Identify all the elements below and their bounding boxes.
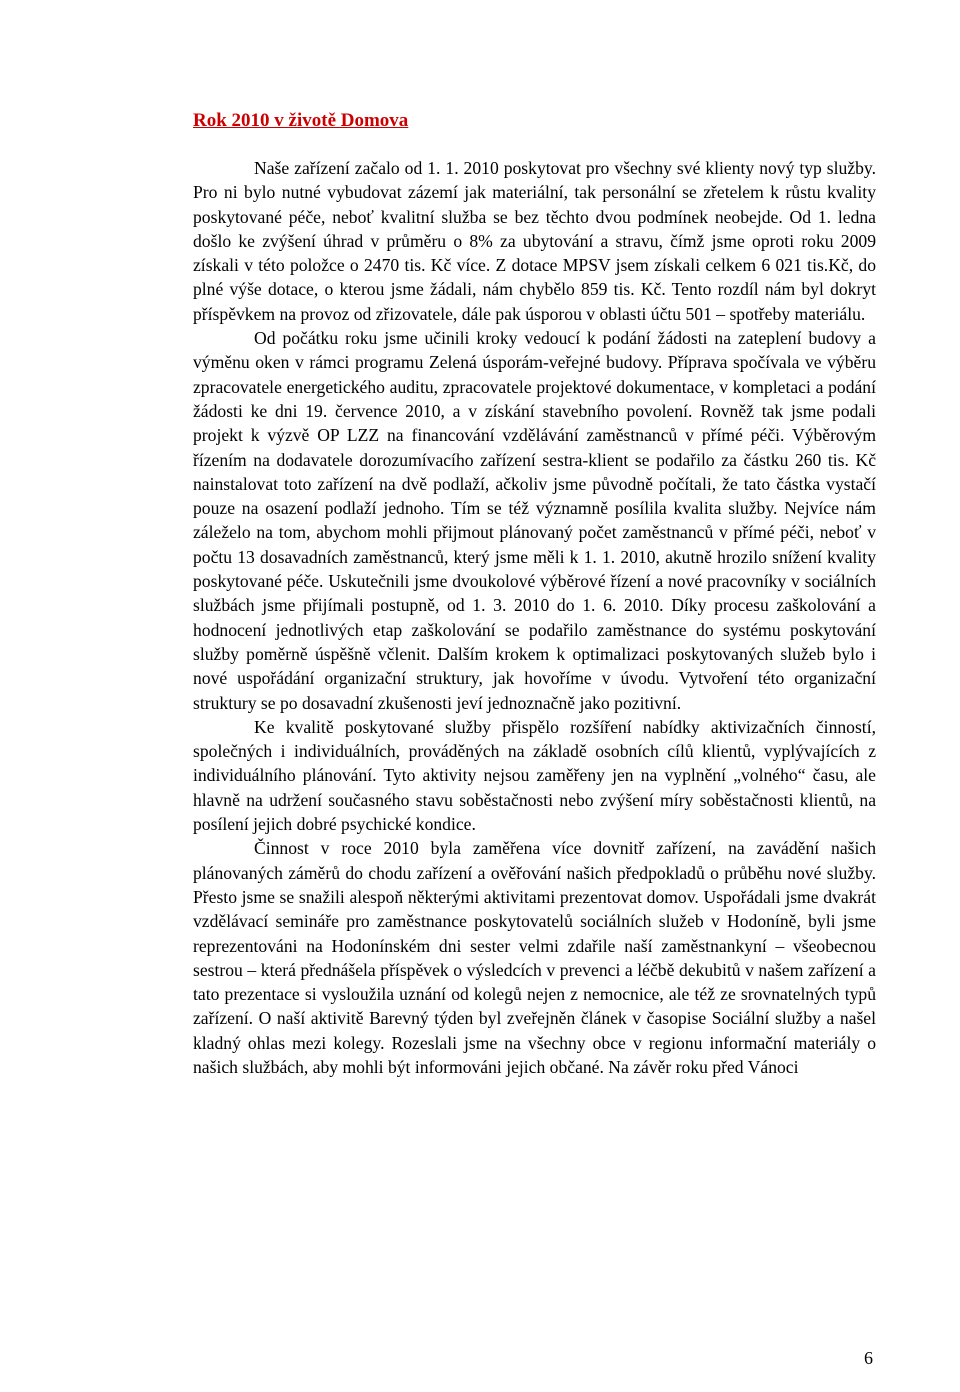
paragraph-projects: Od počátku roku jsme učinili kroky vedoucí k podání žádosti na zateplení budovy a výměnu oken v rámci programu Zelená úsporám-veřejné budovy. Příprava spočívala ve výběru zpracovatele energetického auditu, zpracovatele projektové dokumentace, v kompletaci a podání žádosti ke dni 19. července 2010, a v získání stavebního povolení. Rovněž tak jsme podali projekt k výzvě OP LZZ na financování vzdělávání zaměstnanců v přímé péči. Výběrovým řízením na dodavatele dorozumívacího zařízení sestra-klient se podařilo za částku 260 tis. Kč nainstalovat toto zařízení na dvě podlaží, ačkoliv jsme původně počítali, že tato částka vystačí pouze na osazení podlaží jednoho. Tím se též významně posílila kvalita služby. Nejvíce nám záleželo na tom, abychom mohli přijmout plánovaný počet zaměstnanců v přímé péči, neboť v počtu 13 dosavadních zaměstnanců, který jsme měli k 1. 1. 2010, akutně hrozilo snížení kvality poskytované péče. Uskutečnili jsme dvoukolové výběrové řízení a nové pracovníky v sociálních službách jsme přijímali postupně, od 1. 3. 2010 do 1. 6. 2010. Díky procesu zaškolování a hodnocení jednotlivých etap zaškolování se podařilo zaměstnance do systému poskytování služby poměrně úspěšně včlenit. Dalším krokem k optimalizaci poskytovaných služeb bylo i nové uspořádání organizační struktury, jak hovoříme v úvodu. Vytvoření této organizační struktury se po dosavadní zkušenosti jeví jednoznačně jako pozitivní.	[193, 328, 876, 713]
section-heading: Rok 2010 v životě Domova	[193, 110, 409, 131]
paragraph-funding: Naše zařízení začalo od 1. 1. 2010 poskytovat pro všechny své klienty nový typ služby. Pro ni bylo nutné vybudovat zázemí jak materiální, tak personální se zřetelem k růstu kvality poskytované péče, neboť kvalitní služba se bez těchto dvou podmínek neobejde. Od 1. ledna došlo ke zvýšení úhrad v průměru o 8% za ubytování a stravu, čímž jsme oproti roku 2009 získali v této položce o 2470 tis. Kč více. Z dotace MPSV jsem získali celkem 6 021 tis.Kč, do plné výše dotace, o kterou jsme žádali, nám chybělo 859 tis. Kč. Tento rozdíl nám byl dokryt příspěvkem na provoz od zřizovatele, dále pak úsporou v oblasti účtu 501 – spotřeby materiálu.	[193, 158, 876, 324]
page-number: 6	[864, 1348, 873, 1368]
body-text	[193, 156, 876, 1079]
paragraph-activities: Ke kvalitě poskytované služby přispělo rozšíření nabídky aktivizačních činností, společných i individuálních, prováděných na základě osobních cílů klientů, vyplývajících z individuálního plánování. Tyto aktivity nejsou zaměřeny jen na vyplnění „volného“ času, ale hlavně na udržení současného stavu soběstačnosti nebo zvýšení míry soběstačnosti klientů, na posílení jejich dobré psychické kondice.	[193, 716, 876, 835]
paragraph-presentation: Činnost v roce 2010 byla zaměřena více dovnitř zařízení, na zavádění našich plánovaných záměrů do chodu zařízení a ověřování našich předpokladů o průběhu nové služby. Přesto jsme se snažili alespoň některými aktivitami prezentovat domov. Uspořádali jsme dvakrát vzdělávací semináře pro zaměstnance poskytovatelů sociálních služeb v Hodoníně, byli jsme reprezentováni na Hodonínském dni sester velmi zdařile naší zaměstnankyní – všeobecnou sestrou – která přednášela příspěvek o výsledcích v prevenci a léčbě dekubitů v našem zařízení a tato prezentace si vysloužila uznání od kolegů nejen z nemocnice, ale též ze srovnatelných typů zařízení. O naší aktivitě Barevný týden byl zveřejněn článek v časopise Sociální služby a našel kladný ohlas mezi kolegy. Rozeslali jsme na všechny obce v regionu informační materiály o našich službách, aby mohli být informováni jejich občané. Na závěr roku před Vánoci	[193, 838, 876, 1077]
